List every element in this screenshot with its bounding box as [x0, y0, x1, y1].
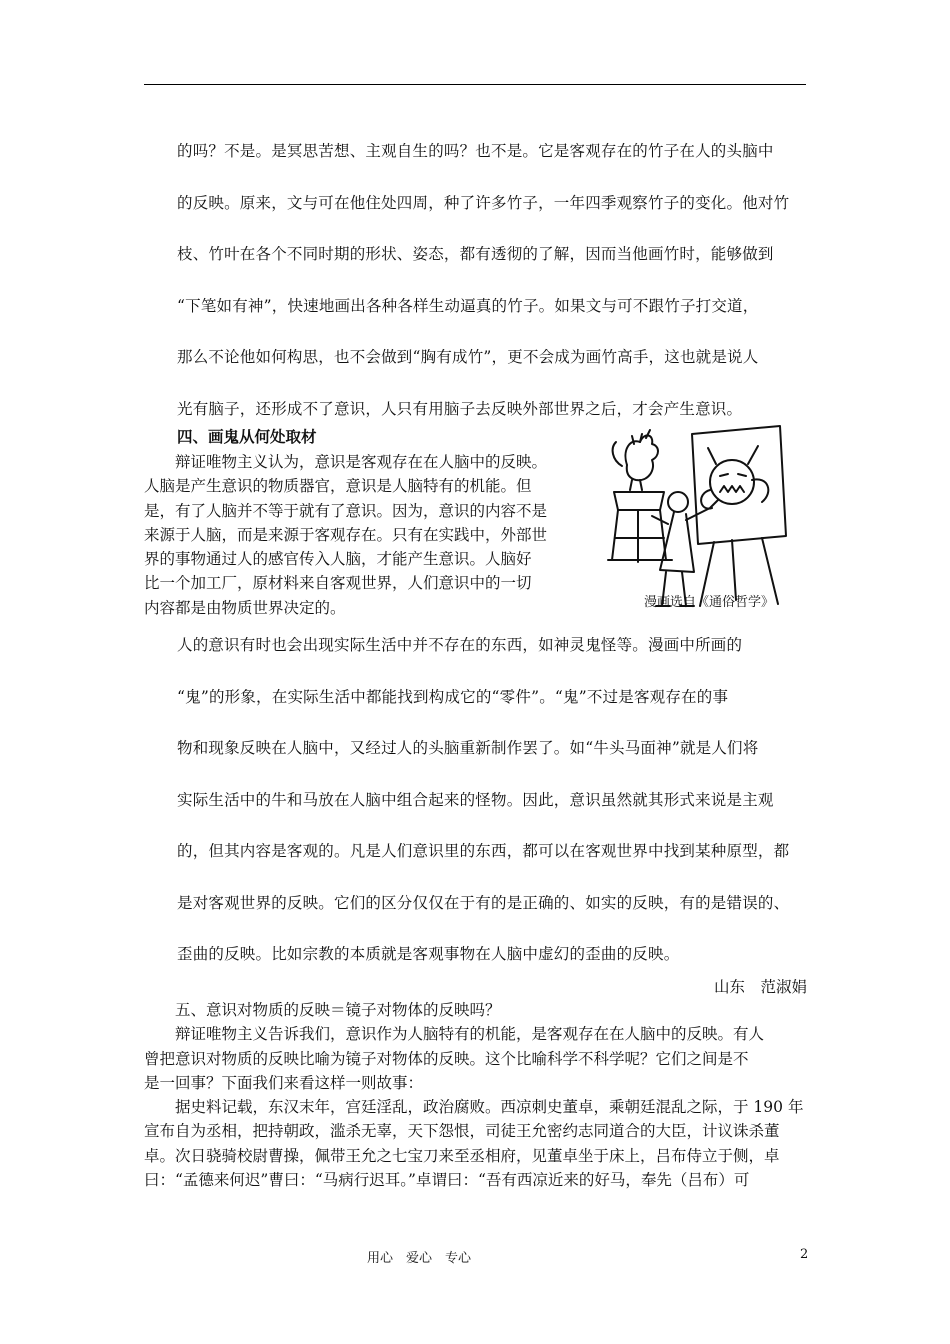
text-line: 是对客观世界的反映。它们的区分仅仅在于有的是正确的、如实的反映，有的是错误的、	[177, 893, 790, 912]
text-line: 辩证唯物主义告诉我们，意识作为人脑特有的机能，是客观存在在人脑中的反映。有人	[144, 1025, 765, 1044]
text-line: 物和现象反映在人脑中，又经过人的头脑重新制作罢了。如“牛头马面神”就是人们将	[177, 739, 759, 757]
text-line: 辩证唯物主义认为，意识是客观存在在人脑中的反映。	[144, 453, 548, 471]
text-line: 的，但其内容是客观的。凡是人们意识里的东西，都可以在客观世界中找到某种原型，都	[177, 842, 790, 860]
header-rule	[144, 84, 806, 85]
text-line: 宣布自为丞相，把持朝政，滥杀无辜，天下怨恨，司徒王允密约志同道合的大臣，计议诛杀董	[144, 1122, 780, 1141]
text-line: 枝、竹叶在各个不同时期的形状、姿态，都有透彻的了解，因而当他画竹时，能够做到	[177, 245, 774, 263]
text-line: 是一回事？下面我们来看这样一则故事：	[144, 1073, 424, 1092]
text-line: 卓。次日骁骑校尉曹操，佩带王允之七宝刀来至丞相府，见董卓坐于床上，吕布侍立于侧，卓	[144, 1146, 780, 1165]
cartoon-illustration	[582, 420, 812, 614]
page-number: 2	[800, 1247, 809, 1262]
text-line: 人的意识有时也会出现实际生活中并不存在的东西，如神灵鬼怪等。漫画中所画的	[177, 636, 743, 654]
section-heading: 四、画鬼从何处取材	[177, 427, 317, 446]
text-line: 是，有了人脑并不等于就有了意识。因为，意识的内容不是	[144, 501, 548, 520]
text-line: 比一个加工厂，原材料来自客观世界，人们意识中的一切	[144, 574, 532, 593]
paragraph-ghost	[177, 620, 807, 981]
text-line: “鬼”的形象，在实际生活中都能找到构成它的“零件”。“鬼”不过是客观存在的事	[177, 687, 729, 706]
text-line: 来源于人脑，而是来源于客观存在。只有在实践中，外部世	[144, 525, 548, 544]
text-line: 内容都是由物质世界决定的。	[144, 598, 346, 617]
text-line: 五、意识对物质的反映＝镜子对物体的反映吗？	[144, 1001, 501, 1019]
text-line: 实际生活中的牛和马放在人脑中组合起来的怪物。因此，意识虽然就其形式来说是主观	[177, 790, 774, 809]
text-line: 曰：“孟德来何迟”曹曰：“马病行迟耳。”卓谓曰：“吾有西凉近来的好马，奉先（吕布）可	[144, 1171, 750, 1190]
text-line: “下笔如有神”，快速地画出各种各样生动逼真的竹子。如果文与可不跟竹子打交道，	[177, 296, 759, 315]
paragraph-consciousness	[144, 450, 574, 620]
figure-caption: 漫画选自《通俗哲学》	[644, 595, 775, 610]
text-line: 的反映。原来，文与可在他住处四周，种了许多竹子，一年四季观察竹子的变化。他对竹	[177, 193, 790, 212]
text-line: 据史料记载，东汉末年，宫廷淫乱，政治腐败。西凉刺史董卓，乘朝廷混乱之际，于 190 年	[144, 1098, 804, 1117]
text-line: 那么不论他如何构思，也不会做到“胸有成竹”，更不会成为画竹高手，这也就是说人	[177, 348, 759, 366]
page-footer: 用心 爱心 专心	[367, 1251, 472, 1266]
text-line: 界的事物通过人的感官传入人脑，才能产生意识。人脑好	[144, 550, 532, 569]
paragraph-bamboo	[177, 126, 807, 435]
author-credit: 山东 范淑娟	[713, 978, 807, 996]
text-line: 的吗？不是。是冥思苦想、主观自生的吗？也不是。它是客观存在的竹子在人的头脑中	[177, 142, 774, 160]
text-line: 人脑是产生意识的物质器官，意识是人脑特有的机能。但	[144, 477, 532, 496]
text-line: 光有脑子，还形成不了意识，人只有用脑子去反映外部世界之后，才会产生意识。	[177, 399, 743, 418]
text-line: 曾把意识对物质的反映比喻为镜子对物体的反映。这个比喻科学不科学呢？它们之间是不	[144, 1049, 749, 1068]
paragraph-mirror	[144, 998, 807, 1192]
text-line: 歪曲的反映。比如宗教的本质就是客观事物在人脑中虚幻的歪曲的反映。	[177, 945, 680, 963]
